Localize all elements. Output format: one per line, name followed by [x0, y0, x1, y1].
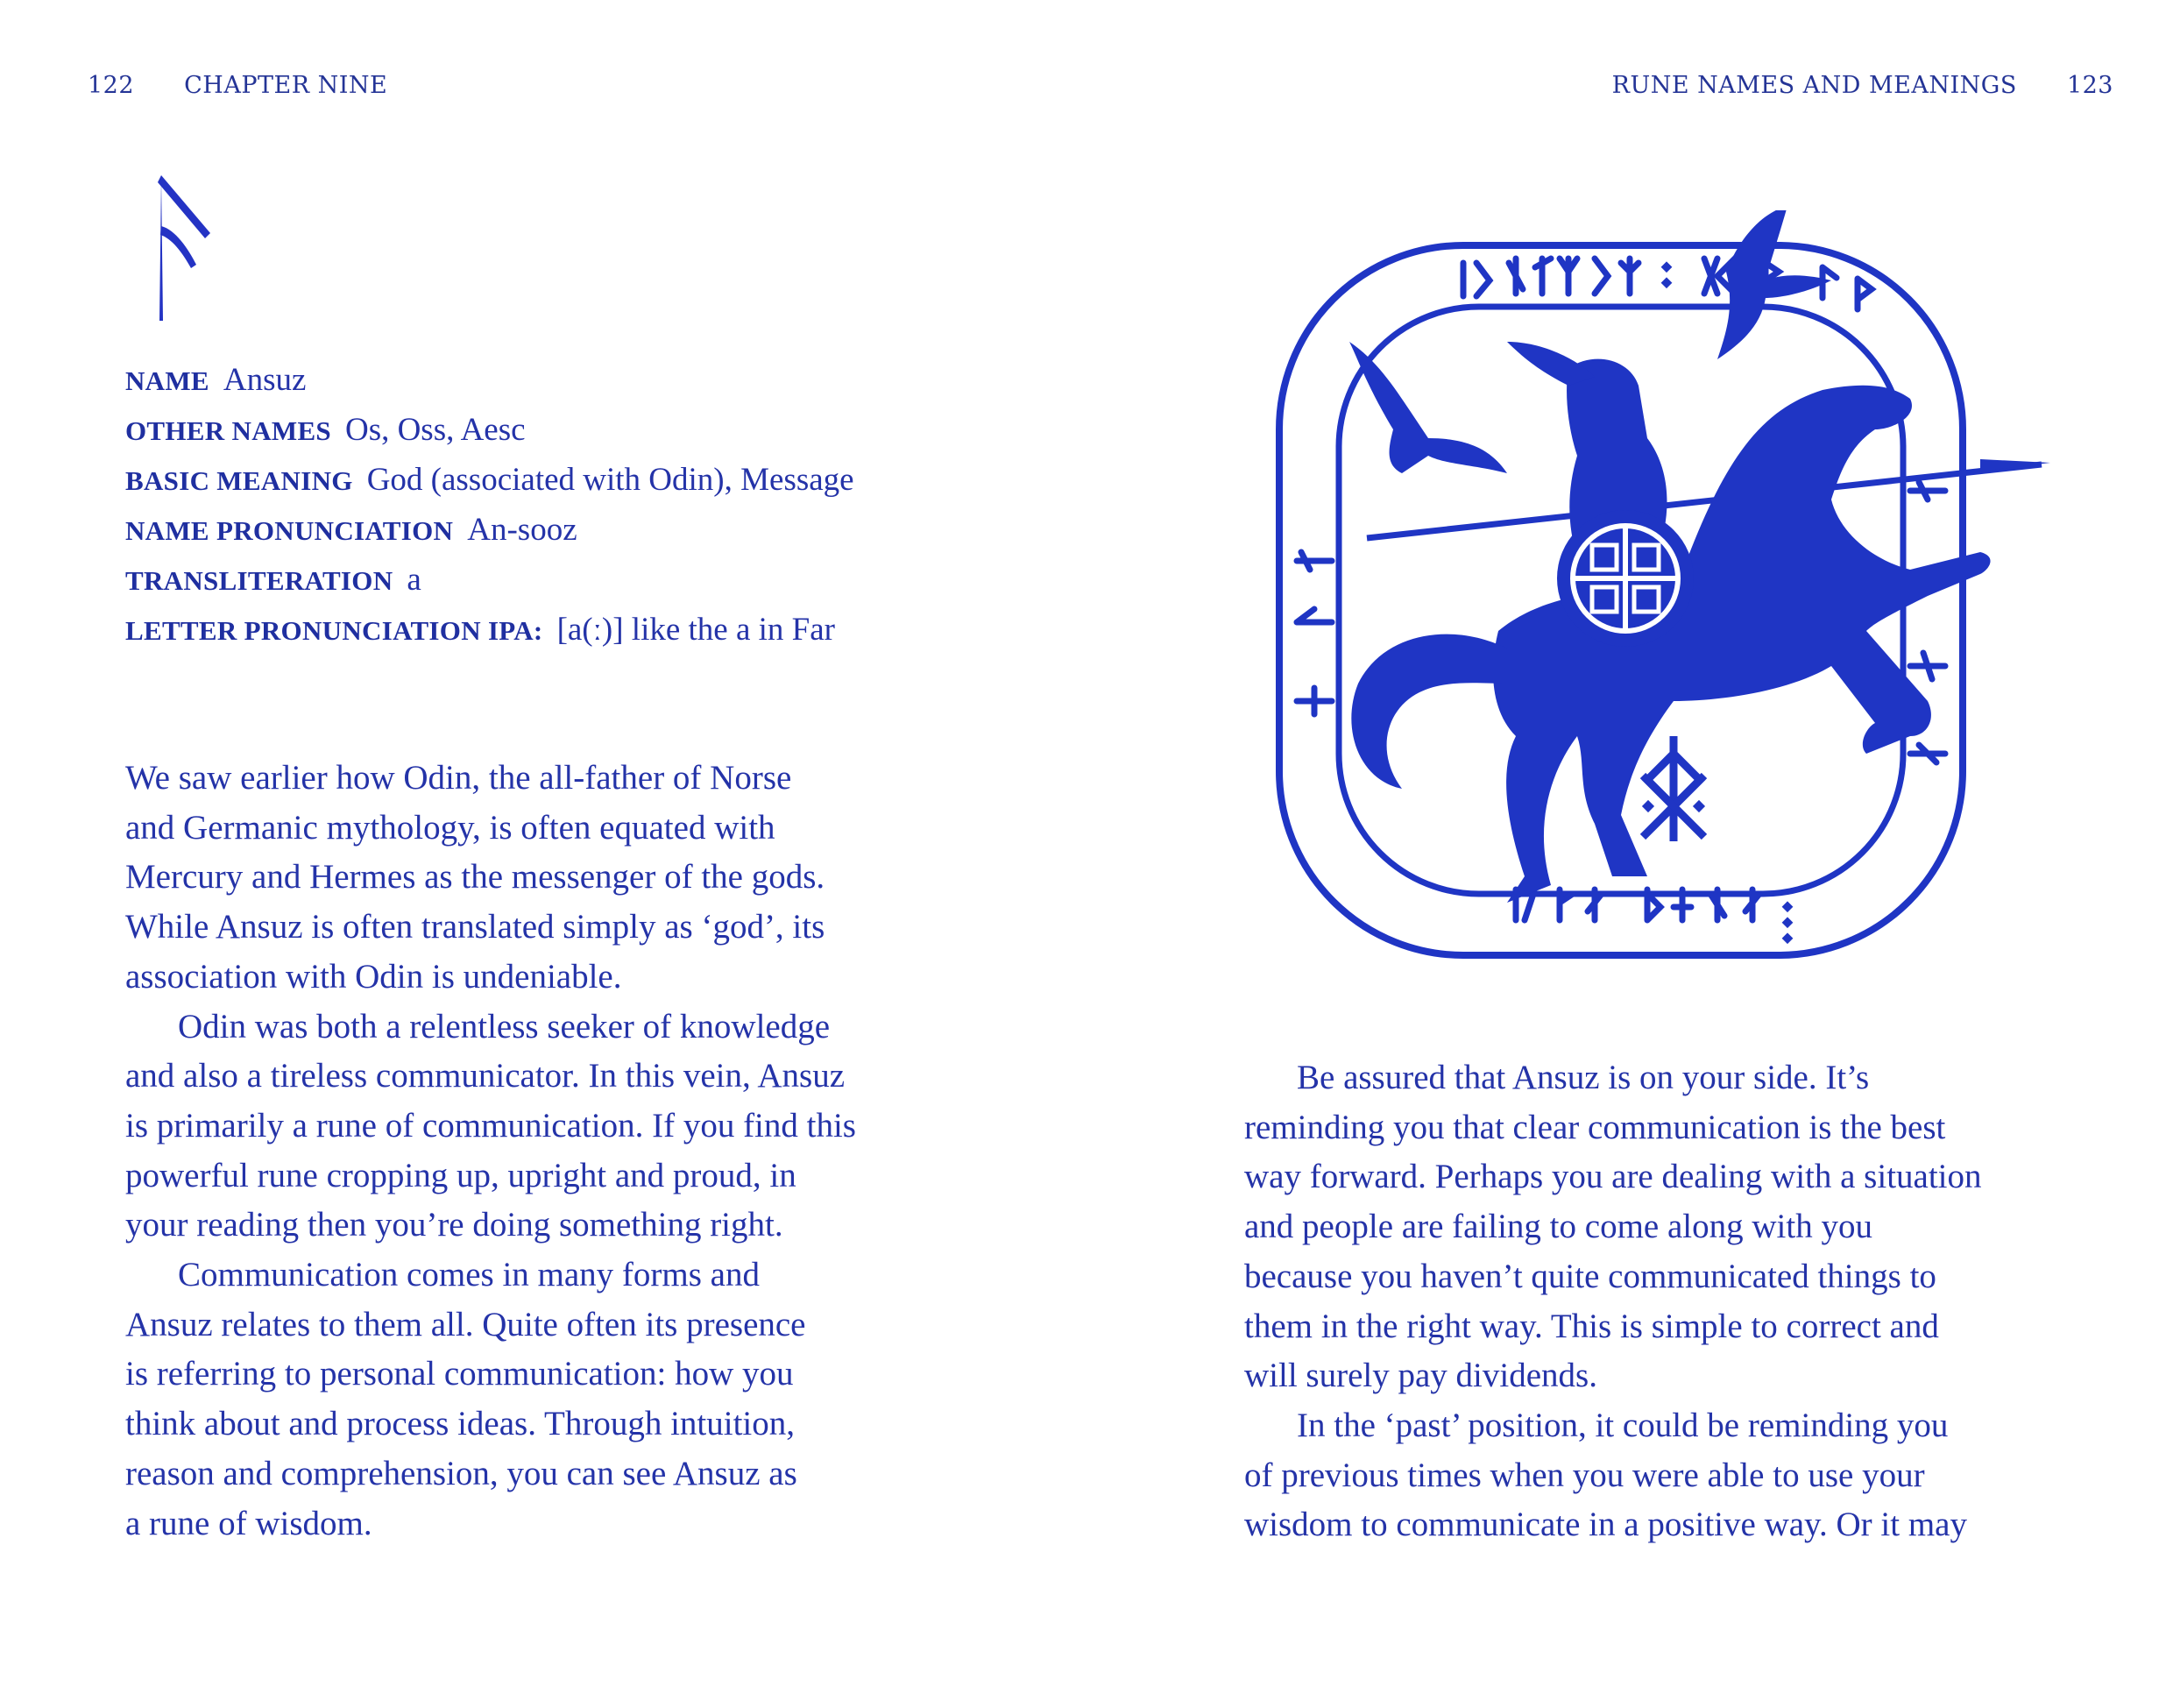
meta-letter-pronunciation [125, 611, 854, 661]
meta-basic-meaning [125, 461, 854, 511]
text-line: Mercury and Hermes as the messenger of the gods. [125, 858, 825, 897]
text-line: reason and comprehension, you can see Ansuz as [125, 1454, 797, 1492]
left-body-text [125, 754, 966, 1549]
text-line: and also a tireless communicator. In this vein, Ansuz [125, 1057, 845, 1095]
text-line: Be assured that Ansuz is on your side. It’s [1297, 1059, 1870, 1096]
meta-label: LETTER PRONUNCIATION IPA: [125, 615, 543, 646]
chapter-title: CHAPTER NINE [184, 72, 388, 99]
text-line: wisdom to communicate in a positive way. Or it may [1244, 1506, 1967, 1544]
text-line: While Ansuz is often translated simply as ‘god’, its [125, 908, 825, 946]
shield-icon [1557, 510, 1694, 647]
text-line: will surely pay dividends. [1244, 1357, 1597, 1395]
meta-transliteration [125, 561, 854, 611]
meta-value: Ansuz [223, 362, 307, 398]
meta-value: a [407, 562, 421, 598]
meta-name [125, 361, 854, 411]
meta-label: TRANSLITERATION [125, 565, 393, 596]
text-line: them in the right way. This is simple to correct and [1244, 1307, 1939, 1345]
meta-label: OTHER NAMES [125, 415, 331, 446]
text-line: In the ‘past’ position, it could be reminding you [1297, 1406, 1949, 1444]
text-line: and people are failing to come along with you [1244, 1208, 1872, 1246]
right-body-text [1244, 1053, 2103, 1550]
text-line: Ansuz relates to them all. Quite often its presence [125, 1305, 806, 1343]
left-page-number: 122 [88, 72, 135, 99]
text-line: of previous times when you were able to use your [1244, 1456, 1925, 1494]
text-line: Odin was both a relentless seeker of knowledge [178, 1007, 831, 1045]
rune-metadata [125, 361, 854, 661]
text-line: Communication comes in many forms and [178, 1256, 760, 1294]
text-line: think about and process ideas. Through intuition, [125, 1405, 796, 1443]
meta-label: BASIC MEANING [125, 465, 353, 496]
ansuz-rune-icon [149, 172, 228, 330]
right-page-number: 123 [2066, 72, 2113, 99]
text-line: is referring to personal communication: how you [125, 1355, 794, 1393]
bind-rune-icon [1643, 736, 1704, 841]
meta-name-pronunciation [125, 511, 854, 561]
text-line: association with Odin is undeniable. [125, 957, 622, 996]
meta-label: NAME PRONUNCIATION [125, 515, 454, 546]
text-line: because you haven’t quite communicated things to [1244, 1257, 1936, 1295]
text-line: and Germanic mythology, is often equated with [125, 808, 775, 847]
text-line: is primarily a rune of communication. If you find this [125, 1106, 856, 1145]
section-title: RUNE NAMES AND MEANINGS [1611, 72, 2017, 99]
meta-value: Os, Oss, Aesc [344, 412, 526, 448]
text-line: way forward. Perhaps you are dealing with a situation [1244, 1158, 1982, 1196]
text-line: powerful rune cropping up, upright and proud, in [125, 1156, 796, 1194]
text-line: a rune of wisdom. [125, 1504, 372, 1542]
meta-value: [a(ː)] like the a in Far [556, 612, 836, 648]
meta-value: God (associated with Odin), Message [366, 462, 854, 498]
meta-label: NAME [125, 365, 209, 396]
right-running-head [1612, 72, 2113, 99]
meta-value: An-sooz [467, 512, 577, 548]
text-line: your reading then you’re doing something right. [125, 1206, 783, 1244]
text-line: reminding you that clear communication is the best [1244, 1108, 1946, 1146]
odin-sleipnir-illustration [1262, 210, 2068, 982]
left-running-head [88, 72, 387, 99]
meta-other-names [125, 411, 854, 461]
text-line: We saw earlier how Odin, the all-father of Norse [125, 759, 792, 797]
